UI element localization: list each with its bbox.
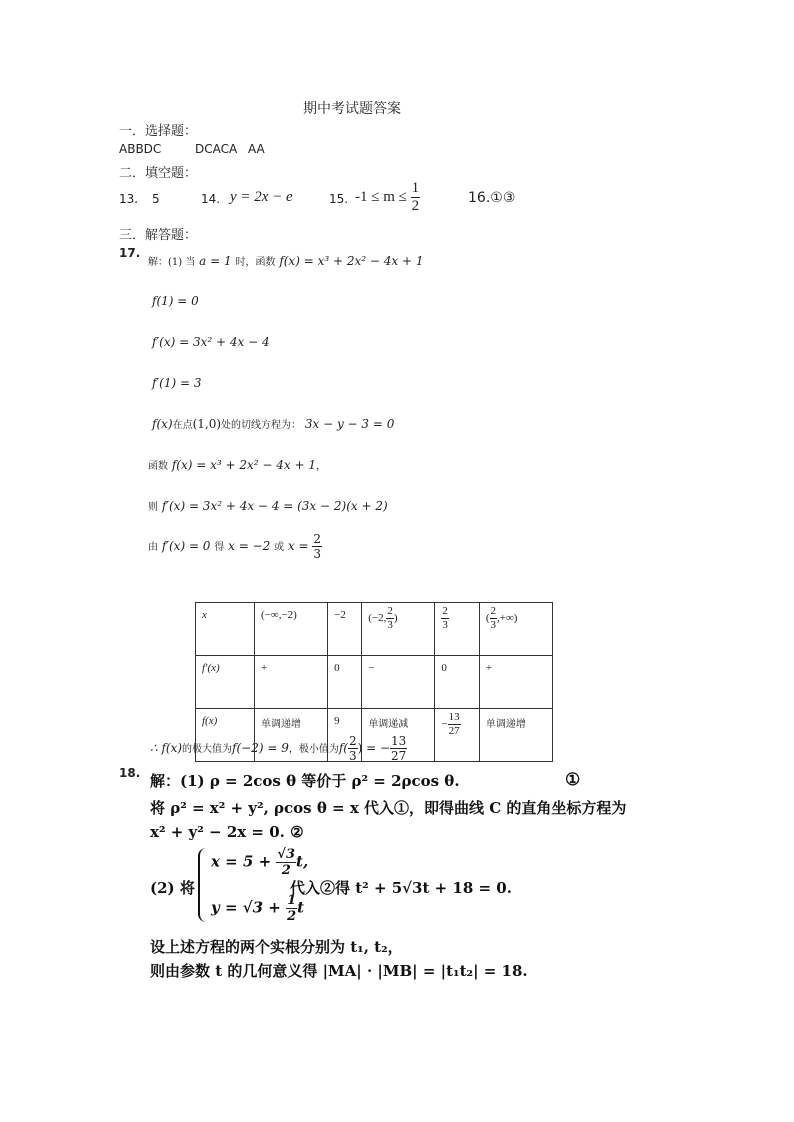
cell-denominator: 3 [442,619,448,631]
q17-c-d: ，极小值为 [288,744,339,755]
q17-l5-b: 在点 [172,420,193,431]
q18-sys1-numerator: √3 [277,847,296,862]
q17-c-numerator-2: 13 [391,734,407,748]
cell-numerator: 2 [490,605,497,617]
fill-heading: 二．填空题： [119,166,198,181]
table-cell: 0 [435,656,479,709]
q17-c-f: ) = − [357,741,391,755]
q17-line-1 [148,253,423,268]
q18-line-4-prefix: (2) 将 [150,879,195,897]
q17-l8-b: f′(x) = 0 [161,539,211,553]
choice-answers-2: DCACA [195,142,238,156]
q17-conclusion [150,735,407,762]
q18-number: 18. [119,766,141,780]
q15-number: 15. [329,192,349,206]
q15-fraction-numerator: 1 [411,180,420,196]
q17-l8-denominator: 3 [313,547,322,561]
cell-prefix: − [441,718,448,731]
cell-prefix: (−2, [368,612,387,625]
q18-marker-1: ① [565,770,581,790]
cell-denominator: 3 [490,619,497,631]
q17-c-fraction-2 [390,735,407,762]
q17-l6-a: 函数 [148,461,168,472]
q18-line-5: 设上述方程的两个实根分别为 t₁, t₂， [150,938,403,956]
q15-fraction-denominator: 2 [411,198,420,214]
q17-c-b: 的极大值为 [182,744,233,755]
q17-c-denominator-1: 3 [348,749,357,763]
q17-l5-c: (1,0) [192,417,222,431]
q13-number: 13. [119,192,139,206]
cell-suffix: ) [393,612,398,625]
q17-line-3: f′(x) = 3x² + 4x − 4 [152,335,270,349]
table-cell: 单调递减 [362,709,435,762]
cell-numerator: 2 [387,605,393,617]
table-cell: 9 [328,709,362,762]
q15-fraction [411,181,421,214]
cell-denominator: 3 [387,619,393,631]
q18-sys2-fraction [286,894,297,923]
cell-suffix: ,+∞) [497,612,518,625]
q18-sys2-denominator: 2 [287,909,297,924]
q17-l5-d: 处的切线方程为： [221,420,302,431]
q17-l1-text: 解：(1) 当 [148,257,196,268]
cell-fraction [386,606,394,631]
q17-l8-numerator: 2 [313,532,322,546]
q18-line-2: 将 ρ² = x² + y², ρcos θ = x 代入①，即得曲线 C 的直角坐标方程为 [150,799,627,817]
q18-sys1-pre: x = 5 + [211,852,272,871]
choice-heading: 一．选择题： [119,124,198,139]
q17-c-c: f(−2) = 9 [232,741,289,755]
q18-system-line-1 [211,848,308,877]
q15-answer [355,181,420,214]
table-cell: 单调递增 [479,709,552,762]
cell-denominator: 27 [448,725,460,737]
cell-prefix: ( [485,612,490,625]
cell-fraction [448,712,461,737]
q17-line-5 [152,416,394,431]
q18-system-line-2 [211,894,304,923]
table-cell: f(x) [196,709,255,762]
q17-l1-a: a = 1 [199,254,232,268]
q17-l8-c: 得 [214,542,225,553]
table-cell [435,603,479,656]
q17-l8-f: x = [287,539,309,553]
cell-fraction [441,606,449,631]
q17-c-denominator-2: 27 [391,749,407,763]
table-cell: + [479,656,552,709]
table-cell [479,603,552,656]
table-row-x [196,603,553,656]
answer-heading: 三．解答题： [119,228,198,243]
table-cell: 单调递增 [255,709,328,762]
table-row-derivative [196,656,553,709]
q17-line-2: f(1) = 0 [152,294,199,308]
q17-line-6 [148,457,326,472]
q17-l1-function: f(x) = x³ + 2x² − 4x + 1 [279,254,424,268]
q15-inequality: -1 ≤ m ≤ [355,188,407,205]
q17-l5-e: 3x − y − 3 = 0 [304,417,395,431]
choice-answers-1: ABBDC [119,142,162,156]
table-cell: + [255,656,328,709]
table-cell: 0 [328,656,362,709]
q18-line-6: 则由参数 t 的几何意义得 |MA| · |MB| = |t₁t₂| = 18. [150,962,528,980]
q18-sys2-pre: y = √3 + [211,898,281,917]
q17-l6-b: f(x) = x³ + 2x² − 4x + 1 [171,458,316,472]
q18-line-3: x² + y² − 2x = 0. ② [150,823,304,841]
q18-sys1-fraction [276,848,296,877]
q18-sys1-denominator: 2 [281,863,291,878]
q17-line-8 [148,533,322,560]
q18-line-4-suffix: 代入②得 t² + 5√3t + 18 = 0. [290,879,512,897]
cell-numerator: 2 [442,605,448,617]
q17-l5-a: f(x) [152,417,173,431]
q14-answer: y = 2x − e [230,189,293,205]
q18-sys2-post: t [297,898,305,917]
q17-number: 17. [119,246,141,260]
q17-l1-text2: 时，函数 [235,257,276,268]
table-cell [435,709,479,762]
table-cell: (−∞,−2) [255,603,328,656]
q13-answer: 5 [152,192,160,206]
table-cell: f′(x) [196,656,255,709]
choice-answers-3: AA [248,142,265,156]
q17-line-4: f′(1) = 3 [152,376,202,390]
q17-l8-d: x = −2 [228,539,271,553]
q18-sys2-numerator: 1 [287,893,297,908]
q17-l8-fraction [312,533,322,560]
q17-c-numerator-1: 2 [348,734,357,748]
q17-c-e: f( [338,741,348,755]
cell-fraction [490,606,498,631]
q16-answer: 16.①③ [468,190,516,206]
page-title: 期中考试题答案 [303,101,401,117]
q17-l8-a: 由 [148,542,158,553]
q18-sys1-post: t, [296,852,309,871]
q14-number: 14. [201,192,221,206]
q17-l8-e: 或 [274,542,285,553]
table-cell: −2 [328,603,362,656]
table-cell: x [196,603,255,656]
cell-numerator: 13 [448,711,460,723]
q17-l6-c: ， [315,461,326,472]
table-cell [362,603,435,656]
table-cell: − [362,656,435,709]
q18-line-1: 解：(1) ρ = 2cos θ 等价于 ρ² = 2ρcos θ. [150,772,460,790]
q17-c-a: ∴ f(x) [150,741,183,755]
q18-system-brace [198,848,210,922]
q17-l7-a: 则 [148,502,158,513]
q17-l7-b: f′(x) = 3x² + 4x − 4 = (3x − 2)(x + 2) [161,499,388,513]
q17-c-fraction-1 [348,735,358,762]
q17-line-7 [148,498,388,513]
